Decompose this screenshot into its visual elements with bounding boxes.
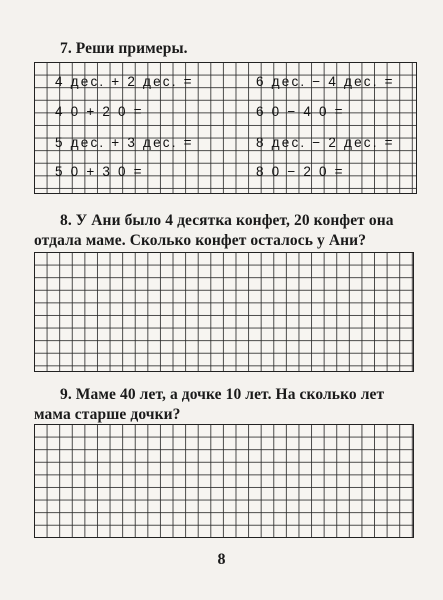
task-9-grid: [34, 424, 414, 538]
task-7-right-expression-4: 8 0 − 2 0 =: [256, 164, 345, 179]
task-8-grid: [34, 252, 414, 372]
page-number: 8: [217, 551, 226, 568]
task-7-right-expression-2: 6 0 − 4 0 =: [256, 104, 345, 119]
task-8-line-1: 8. У Ани было 4 десятка конфет, 20 конфет она: [60, 212, 394, 229]
task-8-line-2: отдала маме. Сколько конфет осталось у Ани?: [34, 232, 367, 249]
task-7-title: 7. Реши примеры.: [60, 40, 188, 57]
task-7-right-expression-1: 6 дес. − 4 дес. =: [256, 74, 395, 89]
task-7-right-expression-3: 8 дес. − 2 дес. =: [256, 135, 395, 150]
task-9-line-1: 9. Маме 40 лет, а дочке 10 лет. На сколько лет: [60, 386, 385, 403]
task-7-left-expression-3: 5 дес. + 3 дес. =: [55, 135, 194, 150]
task-7-left-expression-2: 4 0 + 2 0 =: [55, 104, 144, 119]
task-9-line-2: мама старше дочки?: [34, 406, 181, 423]
task-7-left-expression-1: 4 дес. + 2 дес. =: [55, 74, 194, 89]
task-7-left-expression-4: 5 0 + 3 0 =: [55, 164, 144, 179]
